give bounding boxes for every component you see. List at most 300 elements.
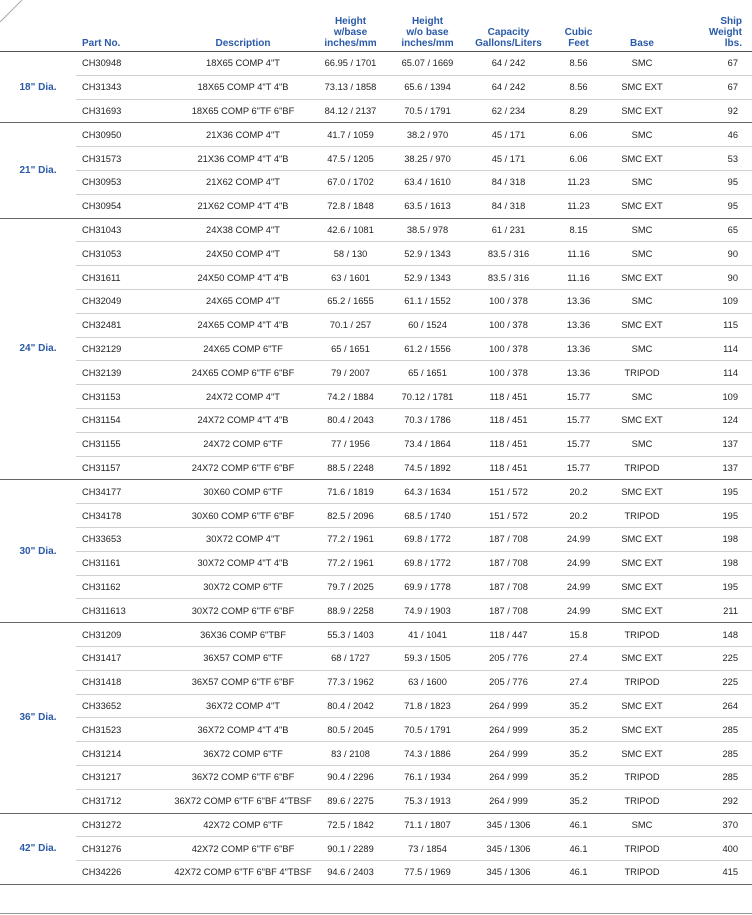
header-line: Feet	[568, 38, 589, 49]
cell-height-w-base: 74.2 / 1884	[312, 385, 389, 409]
cell-height-w-base: 73.13 / 1858	[312, 75, 389, 99]
table-row	[0, 599, 752, 623]
cell-height-wo-base: 70.3 / 1786	[389, 408, 466, 432]
cell-capacity: 187 / 708	[466, 599, 551, 623]
cell-base: SMC EXT	[606, 147, 678, 171]
cell-ship-weight: 195	[678, 575, 752, 599]
cell-description: 24X65 COMP 4"T	[174, 289, 312, 313]
cell-capacity: 100 / 378	[466, 313, 551, 337]
cell-capacity: 100 / 378	[466, 337, 551, 361]
cell-cubic-feet: 27.4	[551, 646, 606, 670]
cell-ship-weight: 285	[678, 742, 752, 766]
cell-height-wo-base: 69.8 / 1772	[389, 527, 466, 551]
cell-base: SMC	[606, 385, 678, 409]
table-row	[0, 504, 752, 528]
cell-ship-weight: 109	[678, 385, 752, 409]
cell-description: 24X50 COMP 4"T	[174, 242, 312, 266]
cell-ship-weight: 67	[678, 75, 752, 99]
cell-part-no: CH33652	[76, 694, 174, 718]
cell-cubic-feet: 8.56	[551, 75, 606, 99]
cell-ship-weight: 198	[678, 527, 752, 551]
cell-height-wo-base: 65 / 1651	[389, 361, 466, 385]
table-row	[0, 551, 752, 575]
table-row	[0, 194, 752, 218]
cell-base: TRIPOD	[606, 361, 678, 385]
cell-description: 30X72 COMP 6"TF	[174, 575, 312, 599]
cell-height-w-base: 94.6 / 2403	[312, 861, 389, 885]
cell-height-w-base: 47.5 / 1205	[312, 147, 389, 171]
cell-height-wo-base: 52.9 / 1343	[389, 266, 466, 290]
header-line: Cubic	[564, 27, 593, 38]
cell-ship-weight: 53	[678, 147, 752, 171]
cell-description: 24X72 COMP 4"T 4"B	[174, 408, 312, 432]
cell-cubic-feet: 24.99	[551, 551, 606, 575]
cell-base: SMC EXT	[606, 99, 678, 123]
cell-height-w-base: 77.2 / 1961	[312, 527, 389, 551]
cell-height-w-base: 67.0 / 1702	[312, 170, 389, 194]
cell-base: SMC	[606, 218, 678, 242]
cell-height-wo-base: 63.5 / 1613	[389, 194, 466, 218]
cell-base: SMC	[606, 52, 678, 76]
cell-cubic-feet: 27.4	[551, 670, 606, 694]
cell-ship-weight: 137	[678, 432, 752, 456]
cell-cubic-feet: 15.77	[551, 456, 606, 480]
cell-ship-weight: 115	[678, 313, 752, 337]
cell-part-no: CH31161	[76, 551, 174, 575]
cell-part-no: CH31214	[76, 742, 174, 766]
header-line: lbs.	[724, 38, 742, 49]
diameter-group-label: 36" Dia.	[0, 623, 76, 813]
cell-cubic-feet: 15.77	[551, 408, 606, 432]
cell-ship-weight: 285	[678, 718, 752, 742]
table-row	[0, 813, 752, 837]
cell-height-wo-base: 38.5 / 978	[389, 218, 466, 242]
header-line: Description	[215, 38, 271, 49]
header-line: Ship	[720, 16, 742, 27]
cell-height-wo-base: 69.8 / 1772	[389, 551, 466, 575]
cell-cubic-feet: 8.29	[551, 99, 606, 123]
cell-description: 42X72 COMP 6"TF 6"BF 4"TBSF	[174, 861, 312, 885]
cell-capacity: 151 / 572	[466, 480, 551, 504]
cell-description: 24X38 COMP 4"T	[174, 218, 312, 242]
cell-description: 30X60 COMP 6"TF 6"BF	[174, 504, 312, 528]
cell-height-wo-base: 69.9 / 1778	[389, 575, 466, 599]
cell-capacity: 118 / 451	[466, 385, 551, 409]
table-row	[0, 694, 752, 718]
cell-height-w-base: 77.3 / 1962	[312, 670, 389, 694]
cell-height-w-base: 77.2 / 1961	[312, 551, 389, 575]
cell-height-w-base: 88.9 / 2258	[312, 599, 389, 623]
cell-base: SMC	[606, 123, 678, 147]
cell-description: 18X65 COMP 4"T	[174, 52, 312, 76]
cell-part-no: CH32139	[76, 361, 174, 385]
cell-cubic-feet: 6.06	[551, 147, 606, 171]
cell-part-no: CH31157	[76, 456, 174, 480]
cell-base: TRIPOD	[606, 861, 678, 885]
cell-description: 36X72 COMP 6"TF 6"BF 4"TBSF	[174, 789, 312, 813]
cell-capacity: 100 / 378	[466, 289, 551, 313]
cell-cubic-feet: 13.36	[551, 361, 606, 385]
cell-part-no: CH32129	[76, 337, 174, 361]
cell-capacity: 64 / 242	[466, 75, 551, 99]
cell-ship-weight: 285	[678, 765, 752, 789]
cell-base: SMC EXT	[606, 599, 678, 623]
cell-height-wo-base: 74.5 / 1892	[389, 456, 466, 480]
header-line: inches/mm	[324, 38, 377, 49]
cell-part-no: CH31523	[76, 718, 174, 742]
cell-ship-weight: 114	[678, 337, 752, 361]
diameter-group-label: 42" Dia.	[0, 813, 76, 884]
table-row	[0, 337, 752, 361]
cell-part-no: CH31155	[76, 432, 174, 456]
cell-part-no: CH31573	[76, 147, 174, 171]
cell-base: SMC	[606, 242, 678, 266]
cell-cubic-feet: 15.77	[551, 385, 606, 409]
cell-ship-weight: 90	[678, 266, 752, 290]
cell-capacity: 118 / 451	[466, 408, 551, 432]
cell-capacity: 187 / 708	[466, 527, 551, 551]
cell-height-w-base: 88.5 / 2248	[312, 456, 389, 480]
cell-description: 30X72 COMP 4"T 4"B	[174, 551, 312, 575]
cell-base: TRIPOD	[606, 504, 678, 528]
cell-height-w-base: 82.5 / 2096	[312, 504, 389, 528]
cell-height-w-base: 90.4 / 2296	[312, 765, 389, 789]
cell-capacity: 187 / 708	[466, 575, 551, 599]
cell-description: 24X72 COMP 6"TF 6"BF	[174, 456, 312, 480]
cell-height-wo-base: 63.4 / 1610	[389, 170, 466, 194]
cell-description: 24X72 COMP 6"TF	[174, 432, 312, 456]
cell-cubic-feet: 46.1	[551, 837, 606, 861]
cell-capacity: 264 / 999	[466, 742, 551, 766]
cell-ship-weight: 65	[678, 218, 752, 242]
cell-ship-weight: 95	[678, 194, 752, 218]
cell-description: 24X65 COMP 6"TF	[174, 337, 312, 361]
cell-ship-weight: 137	[678, 456, 752, 480]
table-row	[0, 242, 752, 266]
cell-part-no: CH31276	[76, 837, 174, 861]
cell-part-no: CH31162	[76, 575, 174, 599]
cell-height-wo-base: 71.1 / 1807	[389, 813, 466, 837]
cell-base: TRIPOD	[606, 456, 678, 480]
table-row	[0, 432, 752, 456]
cell-base: SMC	[606, 337, 678, 361]
cell-cubic-feet: 15.77	[551, 432, 606, 456]
header-line: Base	[630, 38, 654, 49]
cell-ship-weight: 95	[678, 170, 752, 194]
cell-height-w-base: 65.2 / 1655	[312, 289, 389, 313]
bottom-rule	[0, 913, 752, 914]
cell-part-no: CH31611	[76, 266, 174, 290]
cell-cubic-feet: 35.2	[551, 742, 606, 766]
header-line: w/base	[333, 27, 368, 38]
cell-capacity: 83.5 / 316	[466, 242, 551, 266]
header-ship-weight	[678, 2, 752, 52]
cell-base: TRIPOD	[606, 837, 678, 861]
cell-part-no: CH30950	[76, 123, 174, 147]
table-row	[0, 361, 752, 385]
cell-ship-weight: 46	[678, 123, 752, 147]
diameter-group-label: 21" Dia.	[0, 123, 76, 218]
table-row	[0, 718, 752, 742]
table-row	[0, 266, 752, 290]
table-row	[0, 670, 752, 694]
cell-cubic-feet: 8.15	[551, 218, 606, 242]
cell-description: 42X72 COMP 6"TF 6"BF	[174, 837, 312, 861]
table-row	[0, 75, 752, 99]
cell-cubic-feet: 35.2	[551, 789, 606, 813]
cell-description: 21X36 COMP 4"T 4"B	[174, 147, 312, 171]
cell-cubic-feet: 8.56	[551, 52, 606, 76]
header-height-wo-base	[389, 2, 466, 52]
cell-cubic-feet: 35.2	[551, 694, 606, 718]
table-row	[0, 289, 752, 313]
cell-description: 24X50 COMP 4"T 4"B	[174, 266, 312, 290]
cell-height-w-base: 71.6 / 1819	[312, 480, 389, 504]
cell-height-w-base: 63 / 1601	[312, 266, 389, 290]
cell-ship-weight: 225	[678, 670, 752, 694]
cell-cubic-feet: 20.2	[551, 480, 606, 504]
cell-ship-weight: 109	[678, 289, 752, 313]
cell-cubic-feet: 13.36	[551, 337, 606, 361]
table-row	[0, 456, 752, 480]
cell-height-w-base: 70.1 / 257	[312, 313, 389, 337]
cell-height-wo-base: 59.3 / 1505	[389, 646, 466, 670]
cell-height-w-base: 68 / 1727	[312, 646, 389, 670]
cell-cubic-feet: 6.06	[551, 123, 606, 147]
cell-cubic-feet: 35.2	[551, 718, 606, 742]
table-row	[0, 765, 752, 789]
cell-height-wo-base: 73 / 1854	[389, 837, 466, 861]
cell-description: 24X65 COMP 4"T 4"B	[174, 313, 312, 337]
cell-height-wo-base: 74.9 / 1903	[389, 599, 466, 623]
cell-ship-weight: 370	[678, 813, 752, 837]
cell-part-no: CH31418	[76, 670, 174, 694]
cell-base: SMC	[606, 289, 678, 313]
cell-height-w-base: 80.4 / 2043	[312, 408, 389, 432]
cell-base: SMC	[606, 432, 678, 456]
cell-height-wo-base: 38.2 / 970	[389, 123, 466, 147]
cell-description: 36X36 COMP 6"TBF	[174, 623, 312, 647]
cell-height-wo-base: 70.12 / 1781	[389, 385, 466, 409]
cell-description: 21X62 COMP 4"T 4"B	[174, 194, 312, 218]
cell-cubic-feet: 13.36	[551, 289, 606, 313]
cell-ship-weight: 198	[678, 551, 752, 575]
cell-description: 36X57 COMP 6"TF 6"BF	[174, 670, 312, 694]
cell-capacity: 64 / 242	[466, 52, 551, 76]
cell-base: SMC EXT	[606, 408, 678, 432]
table-row	[0, 623, 752, 647]
table-row	[0, 789, 752, 813]
cell-capacity: 345 / 1306	[466, 813, 551, 837]
cell-base: TRIPOD	[606, 670, 678, 694]
cell-capacity: 264 / 999	[466, 789, 551, 813]
table-row	[0, 861, 752, 885]
cell-height-wo-base: 64.3 / 1634	[389, 480, 466, 504]
cell-height-wo-base: 70.5 / 1791	[389, 99, 466, 123]
cell-capacity: 45 / 171	[466, 123, 551, 147]
header-line: Height	[334, 16, 367, 27]
cell-ship-weight: 90	[678, 242, 752, 266]
table-row	[0, 147, 752, 171]
cell-ship-weight: 124	[678, 408, 752, 432]
cell-base: SMC	[606, 813, 678, 837]
table-row	[0, 837, 752, 861]
cell-part-no: CH34177	[76, 480, 174, 504]
cell-height-w-base: 42.6 / 1081	[312, 218, 389, 242]
cell-cubic-feet: 15.8	[551, 623, 606, 647]
cell-part-no: CH31043	[76, 218, 174, 242]
cell-part-no: CH33653	[76, 527, 174, 551]
cell-description: 21X62 COMP 4"T	[174, 170, 312, 194]
header-description	[174, 2, 312, 52]
cell-height-wo-base: 61.2 / 1556	[389, 337, 466, 361]
cell-description: 36X72 COMP 4"T 4"B	[174, 718, 312, 742]
header-line: w/o base	[406, 27, 449, 38]
header-line: Weight	[708, 27, 742, 38]
header-part-no	[76, 2, 174, 52]
cell-description: 24X72 COMP 4"T	[174, 385, 312, 409]
cell-part-no: CH31343	[76, 75, 174, 99]
cell-ship-weight: 225	[678, 646, 752, 670]
cell-base: SMC	[606, 170, 678, 194]
cell-base: TRIPOD	[606, 765, 678, 789]
header-base	[606, 2, 678, 52]
table-row	[0, 313, 752, 337]
cell-height-w-base: 72.8 / 1848	[312, 194, 389, 218]
cell-part-no: CH30954	[76, 194, 174, 218]
cell-ship-weight: 195	[678, 504, 752, 528]
cell-cubic-feet: 35.2	[551, 765, 606, 789]
header-line: inches/mm	[401, 38, 454, 49]
cell-capacity: 118 / 451	[466, 432, 551, 456]
cell-part-no: CH31209	[76, 623, 174, 647]
cell-capacity: 187 / 708	[466, 551, 551, 575]
cell-part-no: CH311613	[76, 599, 174, 623]
header-row	[0, 2, 752, 52]
cell-height-w-base: 77 / 1956	[312, 432, 389, 456]
cell-cubic-feet: 11.23	[551, 194, 606, 218]
header-line: Part No.	[82, 38, 121, 49]
table-row	[0, 480, 752, 504]
table-row	[0, 385, 752, 409]
cell-description: 21X36 COMP 4"T	[174, 123, 312, 147]
cell-height-wo-base: 61.1 / 1552	[389, 289, 466, 313]
cell-part-no: CH32481	[76, 313, 174, 337]
spec-table	[0, 2, 752, 885]
cell-base: TRIPOD	[606, 789, 678, 813]
header-height-w-base	[312, 2, 389, 52]
cell-base: SMC EXT	[606, 575, 678, 599]
cell-description: 30X72 COMP 4"T	[174, 527, 312, 551]
cell-base: SMC EXT	[606, 75, 678, 99]
cell-height-w-base: 65 / 1651	[312, 337, 389, 361]
table-row	[0, 52, 752, 76]
cell-description: 36X72 COMP 6"TF 6"BF	[174, 765, 312, 789]
diameter-group-label: 24" Dia.	[0, 218, 76, 480]
cell-height-w-base: 90.1 / 2289	[312, 837, 389, 861]
table-row	[0, 123, 752, 147]
cell-ship-weight: 148	[678, 623, 752, 647]
cell-capacity: 264 / 999	[466, 694, 551, 718]
cell-ship-weight: 92	[678, 99, 752, 123]
cell-part-no: CH31153	[76, 385, 174, 409]
group-header	[0, 2, 76, 52]
cell-capacity: 151 / 572	[466, 504, 551, 528]
cell-description: 36X57 COMP 6"TF	[174, 646, 312, 670]
cell-capacity: 61 / 231	[466, 218, 551, 242]
cell-description: 42X72 COMP 6"TF	[174, 813, 312, 837]
cell-description: 24X65 COMP 6"TF 6"BF	[174, 361, 312, 385]
cell-height-w-base: 83 / 2108	[312, 742, 389, 766]
cell-height-wo-base: 65.07 / 1669	[389, 52, 466, 76]
cell-height-w-base: 58 / 130	[312, 242, 389, 266]
cell-capacity: 264 / 999	[466, 765, 551, 789]
cell-capacity: 100 / 378	[466, 361, 551, 385]
cell-height-wo-base: 75.3 / 1913	[389, 789, 466, 813]
cell-capacity: 84 / 318	[466, 170, 551, 194]
cell-ship-weight: 264	[678, 694, 752, 718]
table-row	[0, 575, 752, 599]
cell-part-no: CH31053	[76, 242, 174, 266]
cell-description: 18X65 COMP 4"T 4"B	[174, 75, 312, 99]
header-line: Capacity	[487, 27, 530, 38]
cell-height-w-base: 79 / 2007	[312, 361, 389, 385]
table-row	[0, 408, 752, 432]
cell-base: SMC EXT	[606, 551, 678, 575]
cell-part-no: CH32049	[76, 289, 174, 313]
cell-height-wo-base: 41 / 1041	[389, 623, 466, 647]
cell-capacity: 205 / 776	[466, 646, 551, 670]
cell-capacity: 345 / 1306	[466, 861, 551, 885]
cell-height-w-base: 41.7 / 1059	[312, 123, 389, 147]
cell-base: SMC EXT	[606, 527, 678, 551]
cell-capacity: 84 / 318	[466, 194, 551, 218]
cell-part-no: CH31417	[76, 646, 174, 670]
cell-base: SMC EXT	[606, 646, 678, 670]
cell-height-wo-base: 52.9 / 1343	[389, 242, 466, 266]
cell-ship-weight: 400	[678, 837, 752, 861]
header-cubic-feet	[551, 2, 606, 52]
cell-height-wo-base: 70.5 / 1791	[389, 718, 466, 742]
cell-cubic-feet: 46.1	[551, 861, 606, 885]
cell-ship-weight: 67	[678, 52, 752, 76]
cell-height-w-base: 89.6 / 2275	[312, 789, 389, 813]
cell-height-w-base: 80.4 / 2042	[312, 694, 389, 718]
header-line: Gallons/Liters	[475, 38, 542, 49]
cell-base: SMC EXT	[606, 694, 678, 718]
cell-base: SMC EXT	[606, 480, 678, 504]
cell-ship-weight: 211	[678, 599, 752, 623]
diameter-group-label: 18" Dia.	[0, 52, 76, 123]
cell-height-wo-base: 60 / 1524	[389, 313, 466, 337]
cell-height-w-base: 72.5 / 1842	[312, 813, 389, 837]
cell-cubic-feet: 24.99	[551, 575, 606, 599]
cell-base: SMC EXT	[606, 313, 678, 337]
cell-cubic-feet: 20.2	[551, 504, 606, 528]
cell-height-w-base: 84.12 / 2137	[312, 99, 389, 123]
table-row	[0, 527, 752, 551]
cell-ship-weight: 292	[678, 789, 752, 813]
table-row	[0, 742, 752, 766]
cell-cubic-feet: 11.16	[551, 266, 606, 290]
cell-height-w-base: 79.7 / 2025	[312, 575, 389, 599]
header-capacity	[466, 2, 551, 52]
cell-height-wo-base: 77.5 / 1969	[389, 861, 466, 885]
cell-capacity: 118 / 451	[466, 456, 551, 480]
cell-height-wo-base: 65.6 / 1394	[389, 75, 466, 99]
cell-description: 36X72 COMP 4"T	[174, 694, 312, 718]
cell-part-no: CH30948	[76, 52, 174, 76]
